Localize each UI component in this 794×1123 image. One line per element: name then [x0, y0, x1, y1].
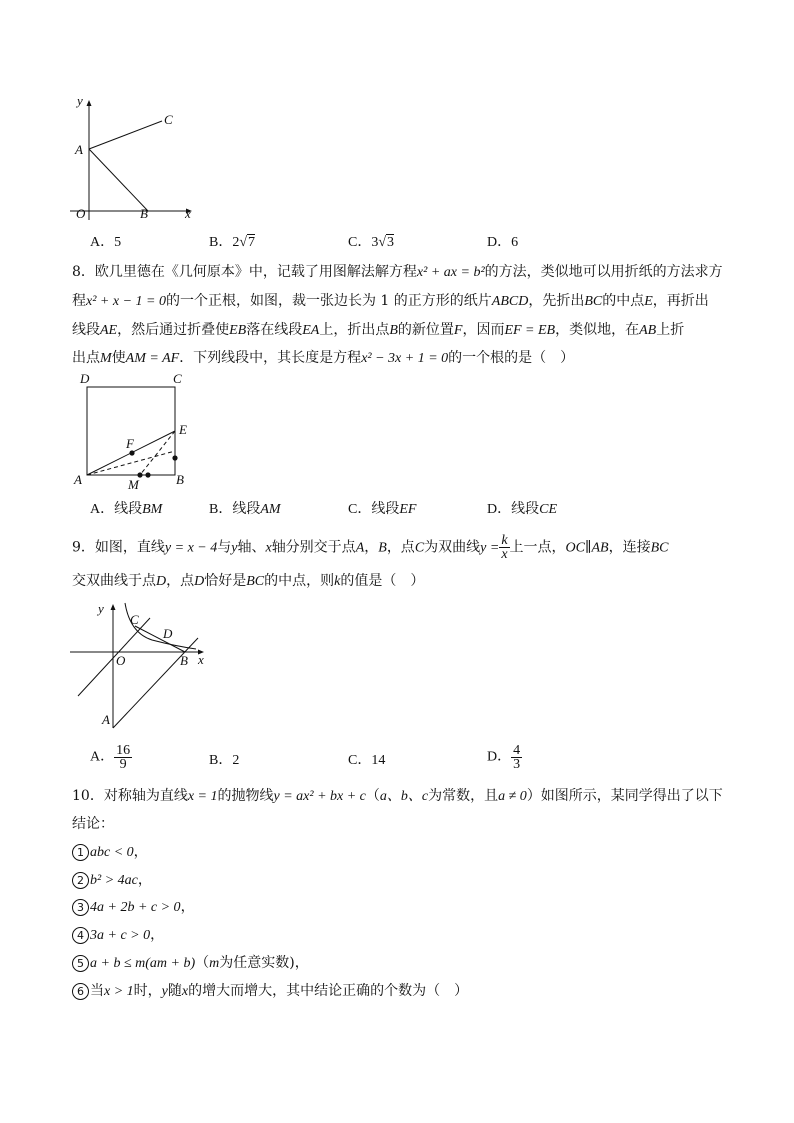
q7-choice-b[interactable]: B．2√7	[209, 235, 256, 250]
q9-choice-a-fraction: $\frac{16}{9}$	[116, 743, 131, 772]
q10-line-2: 结论：	[72, 816, 114, 832]
q7-label-x: x	[185, 206, 191, 221]
q10-item-4: 4 3a + c > 0，	[72, 925, 164, 946]
q9-label-d: D	[163, 626, 173, 641]
q9-label-x: x	[198, 652, 204, 667]
q9-line-oc	[78, 618, 150, 696]
q8-dashed-fold	[140, 431, 175, 475]
q9-number: 9．	[72, 539, 95, 556]
q8-point-m2	[145, 472, 150, 477]
q10-item-2: 2 b² > 4ac，	[72, 870, 152, 891]
q8-label-m: M	[128, 477, 139, 492]
q7-choice-d[interactable]: D．6	[487, 235, 519, 250]
q9-choice-a[interactable]: A． $\frac{16}{9}$	[90, 743, 131, 772]
q9-label-b: B	[180, 653, 188, 668]
q8-figure	[72, 370, 202, 492]
q9-choice-d[interactable]: D． $\frac{4}{3}$	[487, 743, 521, 772]
q10-item-5: 5 a + b ≤ m(am + b)（m为任意实数)，	[72, 953, 309, 974]
q8-square	[87, 387, 175, 475]
q9-label-a: A	[102, 712, 110, 727]
q7-label-o: O	[76, 206, 86, 221]
q8-choice-c[interactable]: C．线段EF	[348, 501, 417, 517]
q9-label-y: y	[98, 601, 104, 616]
q7-y-arrow	[87, 100, 92, 106]
q7-segment-ab	[89, 149, 148, 211]
q9-label-o: O	[116, 653, 126, 668]
q7-label-b: B	[140, 206, 148, 221]
q9-segment-bc	[135, 626, 185, 652]
q8-line-1: 8．欧几里德在《几何原本》中，记载了用图解法解方程x² + ax = b²的方法，类似地可以用折纸的方法求方	[72, 264, 723, 280]
q8-point-f	[129, 450, 134, 455]
q9-line-1: 9．如图，直线y = x − 4与y轴、x轴分别交于点A，B，点C为双曲线y = $\frac{k}{x}$ 上一点，OC∥AB，连接BC	[72, 533, 669, 562]
q9-k-over-x: $\frac{k}{x}$	[501, 533, 508, 562]
q7-label-y: y	[77, 93, 83, 108]
q8-label-b: B	[176, 472, 184, 487]
q8-label-e: E	[179, 422, 187, 437]
q9-line-2: 交双曲线于点D，点D恰好是BC的中点，则k的值是（ ）	[72, 573, 425, 589]
q9-choice-c[interactable]: C．14	[348, 753, 386, 768]
q10-line-1: 10．对称轴为直线x = 1的抛物线y = ax² + bx + c（a、b、c为常数，且a ≠ 0）如图所示，某同学得出了以下	[72, 788, 723, 804]
q7-segment-ac	[89, 121, 162, 149]
q10-item-1: 1 abc < 0，	[72, 842, 148, 863]
q8-line-4: 出点M使AM = AF．下列线段中，其长度是方程x² − 3x + 1 = 0的一个根的是（ ）	[72, 350, 575, 366]
q10-item-3: 3 4a + 2b + c > 0，	[72, 897, 195, 918]
q8-choice-b[interactable]: B．线段AM	[209, 501, 281, 517]
q10-number: 10．	[72, 788, 104, 804]
q9-y-arrow	[111, 604, 116, 610]
q9-label-c: C	[130, 612, 139, 627]
q8-label-d: D	[80, 371, 90, 386]
q9-figure	[70, 598, 220, 734]
q8-number: 8．	[72, 264, 95, 280]
q10-item-6: 6 当x > 1时，y随x的增大而增大，其中结论正确的个数为（ ）	[72, 981, 468, 1002]
q8-line-3: 线段AE，然后通过折叠使EB落在线段EA上，折出点B的新位置F，因而EF = EB，类似地，在AB上折	[72, 322, 685, 338]
q8-label-f: F	[126, 436, 134, 451]
q9-choice-d-fraction: $\frac{4}{3}$	[513, 743, 521, 772]
q7-label-a: A	[75, 142, 83, 157]
q7-choice-a[interactable]: A．5	[90, 235, 122, 250]
q8-label-c: C	[173, 371, 182, 386]
q9-choice-b[interactable]: B．2	[209, 753, 240, 768]
q7-figure	[70, 92, 200, 222]
q8-line-2: 程x² + x − 1 = 0的一个正根，如图，裁一张边长为 1 的正方形的纸片ABCD，先折出BC的中点E，再折出	[72, 293, 709, 309]
q8-choice-d[interactable]: D．线段CE	[487, 501, 558, 517]
q8-choice-a[interactable]: A．线段BM	[90, 501, 163, 517]
q7-label-c: C	[164, 112, 173, 127]
q7-choice-c[interactable]: C．3√3	[348, 235, 395, 250]
q8-point-right	[172, 455, 177, 460]
q8-label-a: A	[74, 472, 82, 487]
